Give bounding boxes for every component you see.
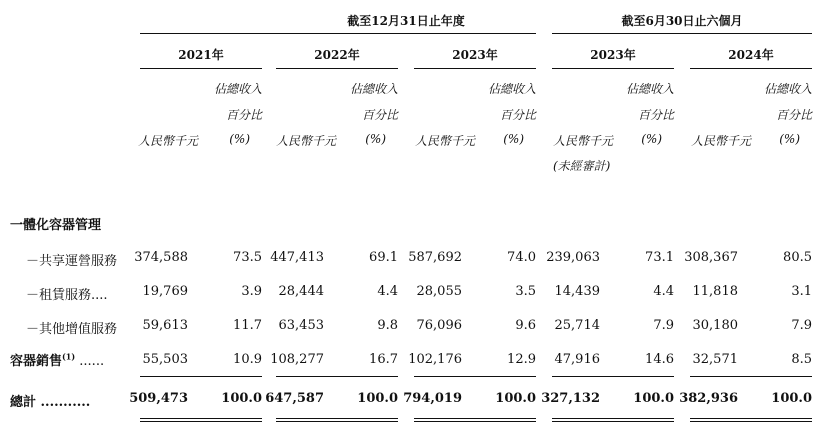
year-underline-2 xyxy=(276,68,398,69)
pct-header-l3: (%) xyxy=(229,132,250,146)
group-underline-2 xyxy=(552,33,812,34)
total-cell: 100.0 xyxy=(221,391,262,406)
row-label: －租賃服務.... xyxy=(26,288,108,303)
double-rule-total xyxy=(140,418,262,422)
pct-header-l1: 佔總收入 xyxy=(487,82,536,96)
year-header-2023-h1: 2023年 xyxy=(590,48,636,62)
group-header-six-months: 截至6月30日止六個月 xyxy=(621,14,743,28)
year-header-2024-h1: 2024年 xyxy=(728,48,774,62)
table-cell: 108,277 xyxy=(270,352,324,367)
pct-header-l2: 百分比 xyxy=(637,108,674,122)
table-cell: 55,503 xyxy=(142,352,188,367)
rule-above-total xyxy=(276,376,398,377)
pct-header-l1: 佔總收入 xyxy=(625,82,674,96)
table-cell: 4.4 xyxy=(653,284,674,299)
total-cell: 327,132 xyxy=(541,391,600,406)
double-rule-total xyxy=(552,418,674,422)
double-rule-total xyxy=(690,418,812,422)
total-label: 總計 ........... xyxy=(10,395,91,410)
rmb-header: 人民幣千元 xyxy=(415,134,476,148)
unaudited-note: (未經審計) xyxy=(553,159,611,173)
group-underline-1 xyxy=(140,33,536,34)
total-cell: 100.0 xyxy=(357,391,398,406)
row-label: －共享運營服務 xyxy=(26,254,118,269)
rmb-header: 人民幣千元 xyxy=(691,134,752,148)
table-cell: 69.1 xyxy=(369,250,398,265)
table-cell: 74.0 xyxy=(507,250,536,265)
pct-header-l2: 百分比 xyxy=(775,108,812,122)
pct-header-l3: (%) xyxy=(503,132,524,146)
table-cell: 80.5 xyxy=(783,250,812,265)
table-cell: 16.7 xyxy=(369,352,398,367)
table-cell: 4.4 xyxy=(377,284,398,299)
table-cell: 59,613 xyxy=(142,318,188,333)
table-cell: 239,063 xyxy=(546,250,600,265)
rule-above-total xyxy=(140,376,262,377)
table-cell: 374,588 xyxy=(134,250,188,265)
year-underline-4 xyxy=(552,68,674,69)
year-underline-5 xyxy=(690,68,812,69)
table-cell: 76,096 xyxy=(416,318,462,333)
table-cell: 102,176 xyxy=(408,352,462,367)
table-cell: 19,769 xyxy=(142,284,188,299)
double-rule-total xyxy=(414,418,536,422)
table-cell: 28,055 xyxy=(416,284,462,299)
total-cell: 100.0 xyxy=(633,391,674,406)
table-cell: 32,571 xyxy=(692,352,738,367)
table-cell: 308,367 xyxy=(684,250,738,265)
table-cell: 63,453 xyxy=(278,318,324,333)
table-cell: 12.9 xyxy=(507,352,536,367)
row-label: 容器銷售$^{(1)}$ ...... xyxy=(10,351,105,369)
total-cell: 647,587 xyxy=(265,391,324,406)
group-header-fiscal-year: 截至12月31日止年度 xyxy=(347,14,465,28)
year-underline-3 xyxy=(414,68,536,69)
total-cell: 382,936 xyxy=(679,391,738,406)
pct-header-l3: (%) xyxy=(365,132,386,146)
table-cell: 10.9 xyxy=(233,352,262,367)
rule-above-total xyxy=(690,376,812,377)
total-cell: 100.0 xyxy=(771,391,812,406)
rmb-header: 人民幣千元 xyxy=(276,134,337,148)
table-cell: 30,180 xyxy=(692,318,738,333)
row-label: －其他增值服務 xyxy=(26,322,118,337)
table-cell: 587,692 xyxy=(408,250,462,265)
table-cell: 11.7 xyxy=(233,318,262,333)
total-cell: 509,473 xyxy=(129,391,188,406)
section-title: 一體化容器管理 xyxy=(10,218,102,233)
table-cell: 73.1 xyxy=(645,250,674,265)
table-cell: 28,444 xyxy=(278,284,324,299)
table-cell: 14,439 xyxy=(554,284,600,299)
double-rule-total xyxy=(276,418,398,422)
pct-header-l2: 百分比 xyxy=(361,108,398,122)
table-cell: 7.9 xyxy=(653,318,674,333)
table-cell: 73.5 xyxy=(233,250,262,265)
pct-header-l3: (%) xyxy=(641,132,662,146)
pct-header-l2: 百分比 xyxy=(225,108,262,122)
year-underline-1 xyxy=(140,68,262,69)
table-cell: 14.6 xyxy=(645,352,674,367)
rmb-header: 人民幣千元 xyxy=(138,134,199,148)
table-cell: 11,818 xyxy=(692,284,738,299)
pct-header-l1: 佔總收入 xyxy=(349,82,398,96)
table-cell: 9.8 xyxy=(377,318,398,333)
year-header-2022: 2022年 xyxy=(314,48,360,62)
table-cell: 47,916 xyxy=(554,352,600,367)
table-cell: 8.5 xyxy=(791,352,812,367)
year-header-2023: 2023年 xyxy=(452,48,498,62)
rule-above-total xyxy=(552,376,674,377)
pct-header-l1: 佔總收入 xyxy=(763,82,812,96)
table-cell: 447,413 xyxy=(270,250,324,265)
table-cell: 3.5 xyxy=(515,284,536,299)
table-cell: 25,714 xyxy=(554,318,600,333)
total-cell: 100.0 xyxy=(495,391,536,406)
pct-header-l3: (%) xyxy=(779,132,800,146)
total-cell: 794,019 xyxy=(403,391,462,406)
pct-header-l2: 百分比 xyxy=(499,108,536,122)
table-cell: 9.6 xyxy=(515,318,536,333)
year-header-2021: 2021年 xyxy=(178,48,224,62)
table-cell: 7.9 xyxy=(791,318,812,333)
pct-header-l1: 佔總收入 xyxy=(213,82,262,96)
table-cell: 3.1 xyxy=(791,284,812,299)
table-cell: 3.9 xyxy=(241,284,262,299)
rule-above-total xyxy=(414,376,536,377)
rmb-header: 人民幣千元 xyxy=(553,134,614,148)
